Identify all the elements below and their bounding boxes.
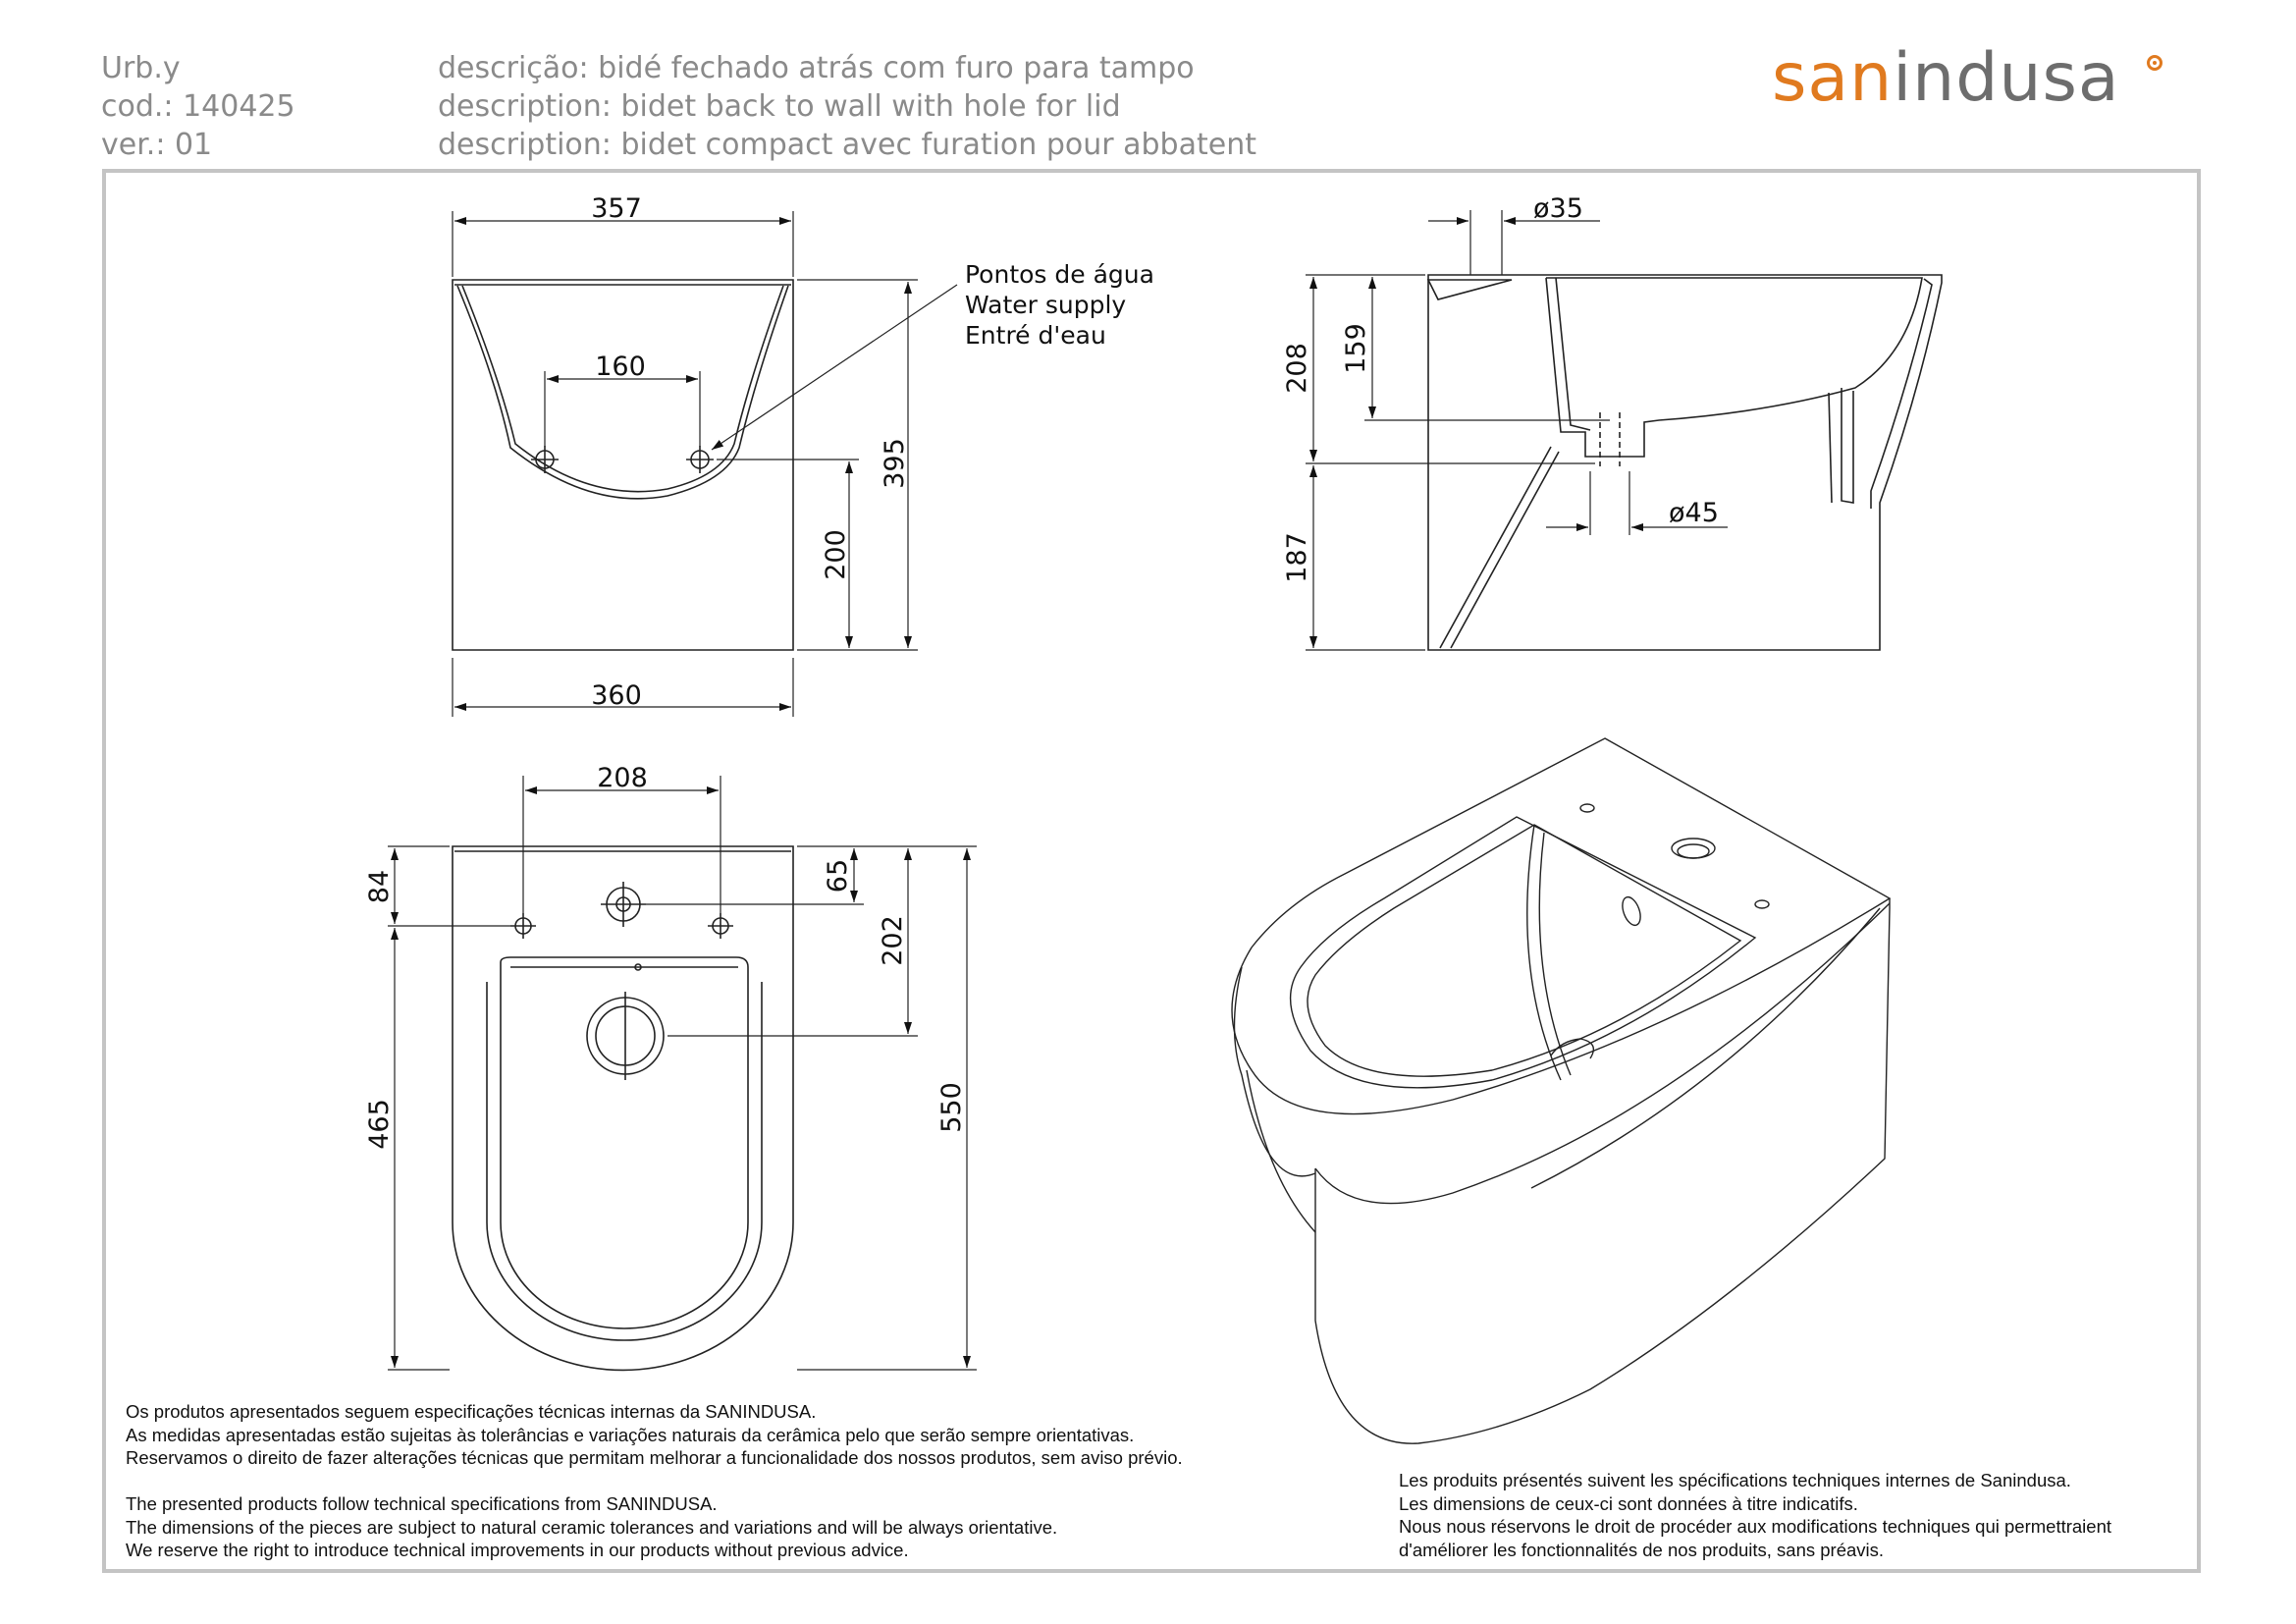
dim-drain: ø45 [1669, 498, 1719, 528]
dim-hole-spacing: 160 [595, 352, 646, 382]
side-view-bowl [1546, 278, 1922, 457]
notes-portuguese [126, 1400, 1183, 1470]
dim-drain-offset: 202 [878, 915, 908, 966]
dim-total-length: 550 [936, 1082, 967, 1133]
description-en: description: bidet back to wall with hole for lid [438, 89, 1121, 124]
dim-lower-height: 187 [1282, 532, 1312, 583]
dim-lid-hole: ø35 [1533, 193, 1583, 224]
top-view [388, 776, 977, 1370]
product-code: cod.: 140425 [101, 89, 295, 124]
dim-holes-spacing: 208 [597, 763, 648, 793]
note-fr-4: d'améliorer les fonctionnalités de nos produits, sans préavis. [1399, 1539, 1885, 1560]
dim-top-width: 357 [591, 193, 642, 224]
dim-hole-offset: 84 [364, 869, 395, 904]
logo-part-san: san [1772, 39, 1894, 117]
logo-part-indusa: indusa [1893, 39, 2120, 117]
dim-bottom-width: 360 [591, 680, 642, 711]
dim-center-offset: 65 [823, 858, 853, 893]
top-view-labels [364, 763, 967, 1150]
side-view [1306, 210, 1942, 650]
notes-french [1399, 1469, 2111, 1561]
note-pt-1: Os produtos apresentados seguem especificações técnicas internas da SANINDUSA. [126, 1401, 817, 1422]
side-view-labels [1282, 193, 1719, 583]
product-name: Urb.y [101, 51, 181, 85]
left-tap-hole-icon [510, 913, 536, 939]
dim-upper-height: 208 [1282, 343, 1312, 394]
side-view-outline [1428, 275, 1942, 650]
dim-rest-length: 465 [364, 1099, 395, 1150]
callout-line-3: Entré d'eau [965, 321, 1106, 350]
note-pt-3: Reservamos o direito de fazer alterações técnicas que permitam melhorar a funcionalidade dos nossos produtos, sem aviso prévio. [126, 1447, 1183, 1468]
right-tap-hole-icon [708, 913, 733, 939]
front-view-bowl-curve [457, 286, 788, 499]
product-version: ver.: 01 [101, 128, 213, 162]
drain-hole-icon [587, 992, 664, 1080]
note-fr-3: Nous nous réservons le droit de procéder aux modifications techniques qui permettraient [1399, 1516, 2112, 1537]
note-en-2: The dimensions of the pieces are subject to natural ceramic tolerances and variations and will be always orientative. [126, 1516, 1058, 1538]
description-pt: descrição: bidé fechado atrás com furo para tampo [438, 51, 1195, 85]
description-fr: description: bidet compact avec furation pour abbatent [438, 128, 1256, 162]
dim-supply-height: 200 [821, 529, 851, 580]
top-view-bowl [501, 957, 748, 1328]
right-water-point-icon [686, 446, 714, 473]
note-en-1: The presented products follow technical specifications from SANINDUSA. [126, 1493, 718, 1514]
perspective-view [1232, 738, 1890, 1443]
note-en-3: We reserve the right to introduce technical improvements in our products without previous advice. [126, 1540, 909, 1560]
callout-line-1: Pontos de água [965, 260, 1154, 289]
note-fr-1: Les produits présentés suivent les spécifications techniques internes de Sanindusa. [1399, 1470, 2071, 1490]
front-view-outline [453, 280, 793, 650]
note-pt-2: As medidas apresentadas estão sujeitas às tolerâncias e variações naturais da cerâmica pelo que serão sempre orientativas. [126, 1424, 1135, 1445]
perspective-outer-top [1232, 738, 1890, 1114]
dim-total-height: 395 [880, 438, 910, 489]
note-fr-2: Les dimensions de ceux-ci sont données à titre indicatifs. [1399, 1492, 1858, 1514]
front-view-labels [591, 193, 1154, 711]
callout-line-2: Water supply [965, 291, 1127, 319]
notes-english [126, 1492, 1057, 1562]
lid-hole-icon [601, 882, 646, 927]
dim-inner-height: 159 [1341, 323, 1371, 374]
